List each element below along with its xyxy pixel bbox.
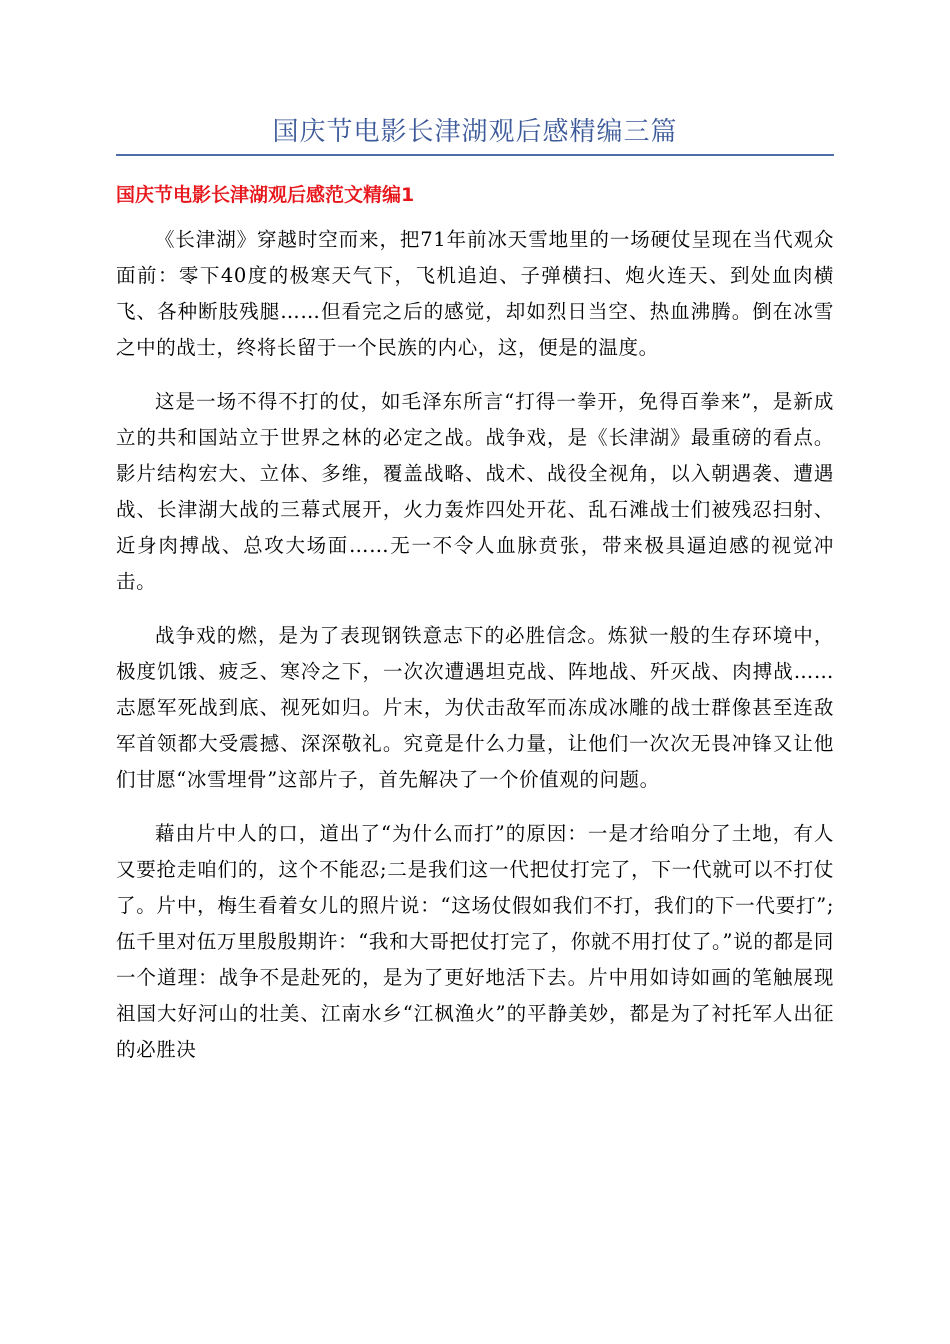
paragraph-4: 藉由片中人的口，道出了“为什么而打”的原因：一是才给咱分了土地，有人又要抢走咱们的，这个不能忍;二是我们这一代把仗打完了，下一代就可以不打仗了。片中，梅生看着女儿的照片说：“这场仗假如我们不打，我们的下一代要打”;伍千里对伍万里殷殷期许：“我和大哥把仗打完了，你就不用打仗了。”说的都是同一个道理：战争不是赴死的，是为了更好地活下去。片中用如诗如画的笔触展现祖国大好河山的壮美、江南水乡“江枫渔火”的平静美妙，都是为了衬托军人出征的必胜决 [116,822,834,1061]
paragraph-3: 战争戏的燃，是为了表现钢铁意志下的必胜信念。炼狱一般的生存环境中，极度饥饿、疲乏、寒冷之下，一次次遭遇坦克战、阵地战、歼灭战、肉搏战……志愿军死战到底、视死如归。片末，为伏击敌军而冻成冰雕的战士群像甚至连敌军首领都大受震撼、深深敬礼。究竟是什么力量，让他们一次次无畏冲锋又让他们甘愿“冰雪埋骨”这部片子，首先解决了一个价值观的问题。 [116,624,834,791]
title-underline [116,154,834,156]
section-heading: 国庆节电影长津湖观后感范文精编1 [116,184,415,206]
document-title: 国庆节电影长津湖观后感精编三篇 [272,117,678,147]
body-text [116,222,834,1086]
paragraph-2: 这是一场不得不打的仗，如毛泽东所言“打得一拳开，免得百拳来”，是新成立的共和国站立于世界之林的必定之战。战争戏，是《长津湖》最重磅的看点。影片结构宏大、立体、多维，覆盖战略、战术、战役全视角，以入朝遇袭、遭遇战、长津湖大战的三幕式展开，火力轰炸四处开花、乱石滩战士们被残忍扫射、近身肉搏战、总攻大场面……无一不令人血脉贲张，带来极具逼迫感的视觉冲击。 [116,390,834,593]
paragraph-1: 《长津湖》穿越时空而来，把71年前冰天雪地里的一场硬仗呈现在当代观众面前：零下40度的极寒天气下，飞机追迫、子弹横扫、炮火连天、到处血肉横飞、各种断肢残腿……但看完之后的感觉，却如烈日当空、热血沸腾。倒在冰雪之中的战士，终将长留于一个民族的内心，这，便是的温度。 [116,228,834,359]
